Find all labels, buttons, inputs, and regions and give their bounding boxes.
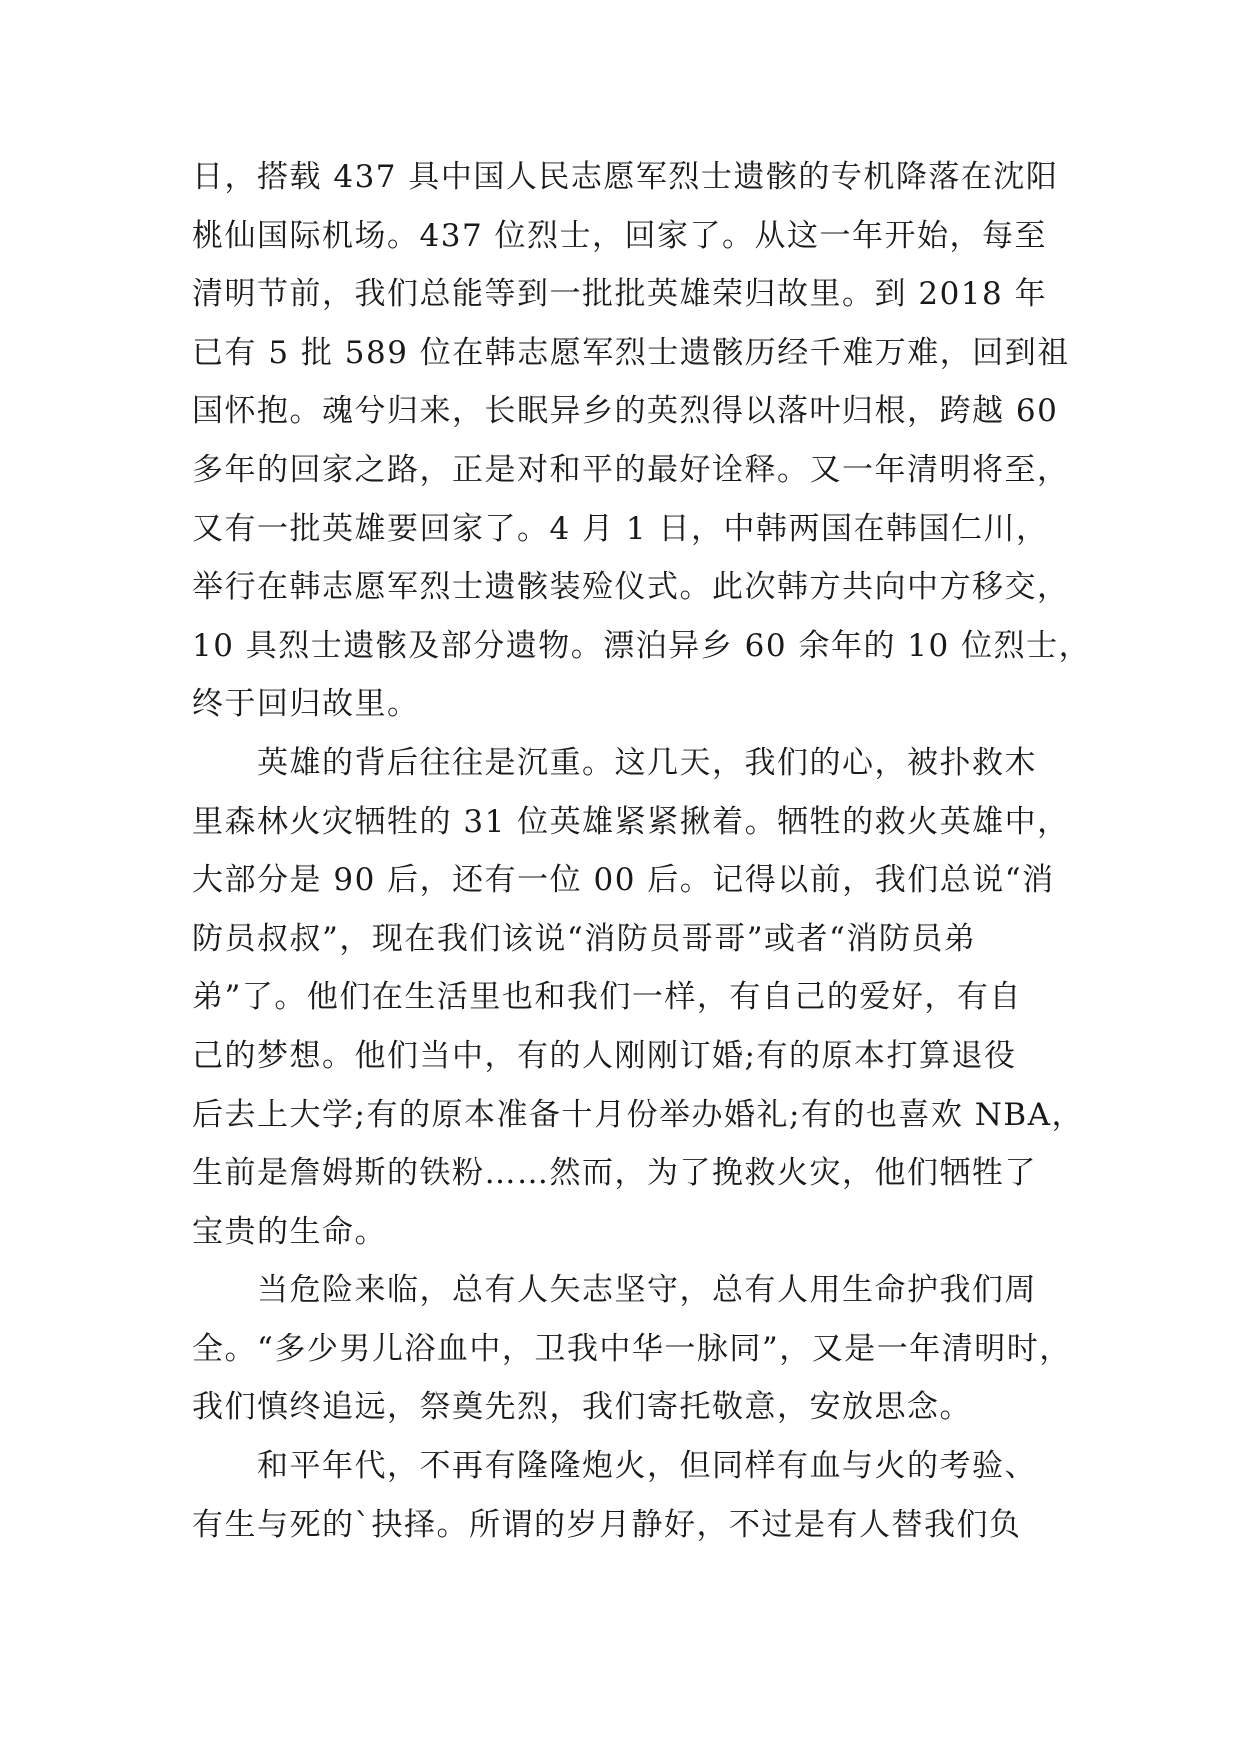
text-line: 我们慎终追远，祭奠先烈，我们寄托敬意，安放思念。 — [192, 1389, 972, 1426]
text-line: 防员叔叔”，现在我们该说“消防员哥哥”或者“消防员弟 — [192, 920, 977, 957]
text-line: 有生与死的`抉择。所谓的岁月静好，不过是有人替我们负 — [192, 1506, 1022, 1543]
text-line: 己的梦想。他们当中，有的人刚刚订婚;有的原本打算退役 — [192, 1037, 1017, 1074]
text-line: 宝贵的生命。 — [192, 1213, 387, 1250]
text-line: 当危险来临，总有人矢志坚守，总有人用生命护我们周 — [192, 1272, 1037, 1309]
text-line: 10 具烈士遗骸及部分遗物。漂泊异乡 60 余年的 10 位烈士， — [192, 627, 1092, 664]
text-line: 清明节前，我们总能等到一批批英雄荣归故里。到 2018 年 — [192, 276, 1048, 313]
text-line: 和平年代，不再有隆隆炮火，但同样有血与火的考验、 — [192, 1448, 1037, 1485]
text-line: 又有一批英雄要回家了。4 月 1 日，中韩两国在韩国仁川， — [192, 510, 1049, 547]
text-line: 多年的回家之路，正是对和平的最好诠释。又一年清明将至， — [192, 451, 1070, 488]
text-line: 已有 5 批 589 位在韩志愿军烈士遗骸历经千难万难，回到祖 — [192, 334, 1070, 371]
text-line: 大部分是 90 后，还有一位 00 后。记得以前，我们总说“消 — [192, 862, 1055, 899]
text-line: 日，搭载 437 具中国人民志愿军烈士遗骸的专机降落在沈阳 — [192, 159, 1059, 195]
body-text — [192, 148, 1092, 1554]
text-line: 桃仙国际机场。437 位烈士，回家了。从这一年开始，每至 — [192, 217, 1048, 254]
text-line: 后去上大学;有的原本准备十月份举办婚礼;有的也喜欢 NBA， — [192, 1096, 1085, 1133]
text-line: 里森林火灾牺牲的 31 位英雄紧紧揪着。牺牲的救火英雄中， — [192, 803, 1070, 840]
text-line: 终于回归故里。 — [192, 686, 420, 723]
text-line: 英雄的背后往往是沉重。这几天，我们的心，被扑救木 — [192, 744, 1037, 781]
text-line: 生前是詹姆斯的铁粉……然而，为了挽救火灾，他们牺牲了 — [192, 1155, 1037, 1192]
text-line: 国怀抱。魂兮归来，长眠异乡的英烈得以落叶归根，跨越 60 — [192, 393, 1059, 430]
text-line: 全。“多少男儿浴血中，卫我中华一脉同”，又是一年清明时， — [192, 1330, 1072, 1367]
text-line: 弟”了。他们在生活里也和我们一样，有自己的爱好，有自 — [192, 979, 1022, 1016]
text-line: 举行在韩志愿军烈士遗骸装殓仪式。此次韩方共向中方移交， — [192, 569, 1070, 606]
